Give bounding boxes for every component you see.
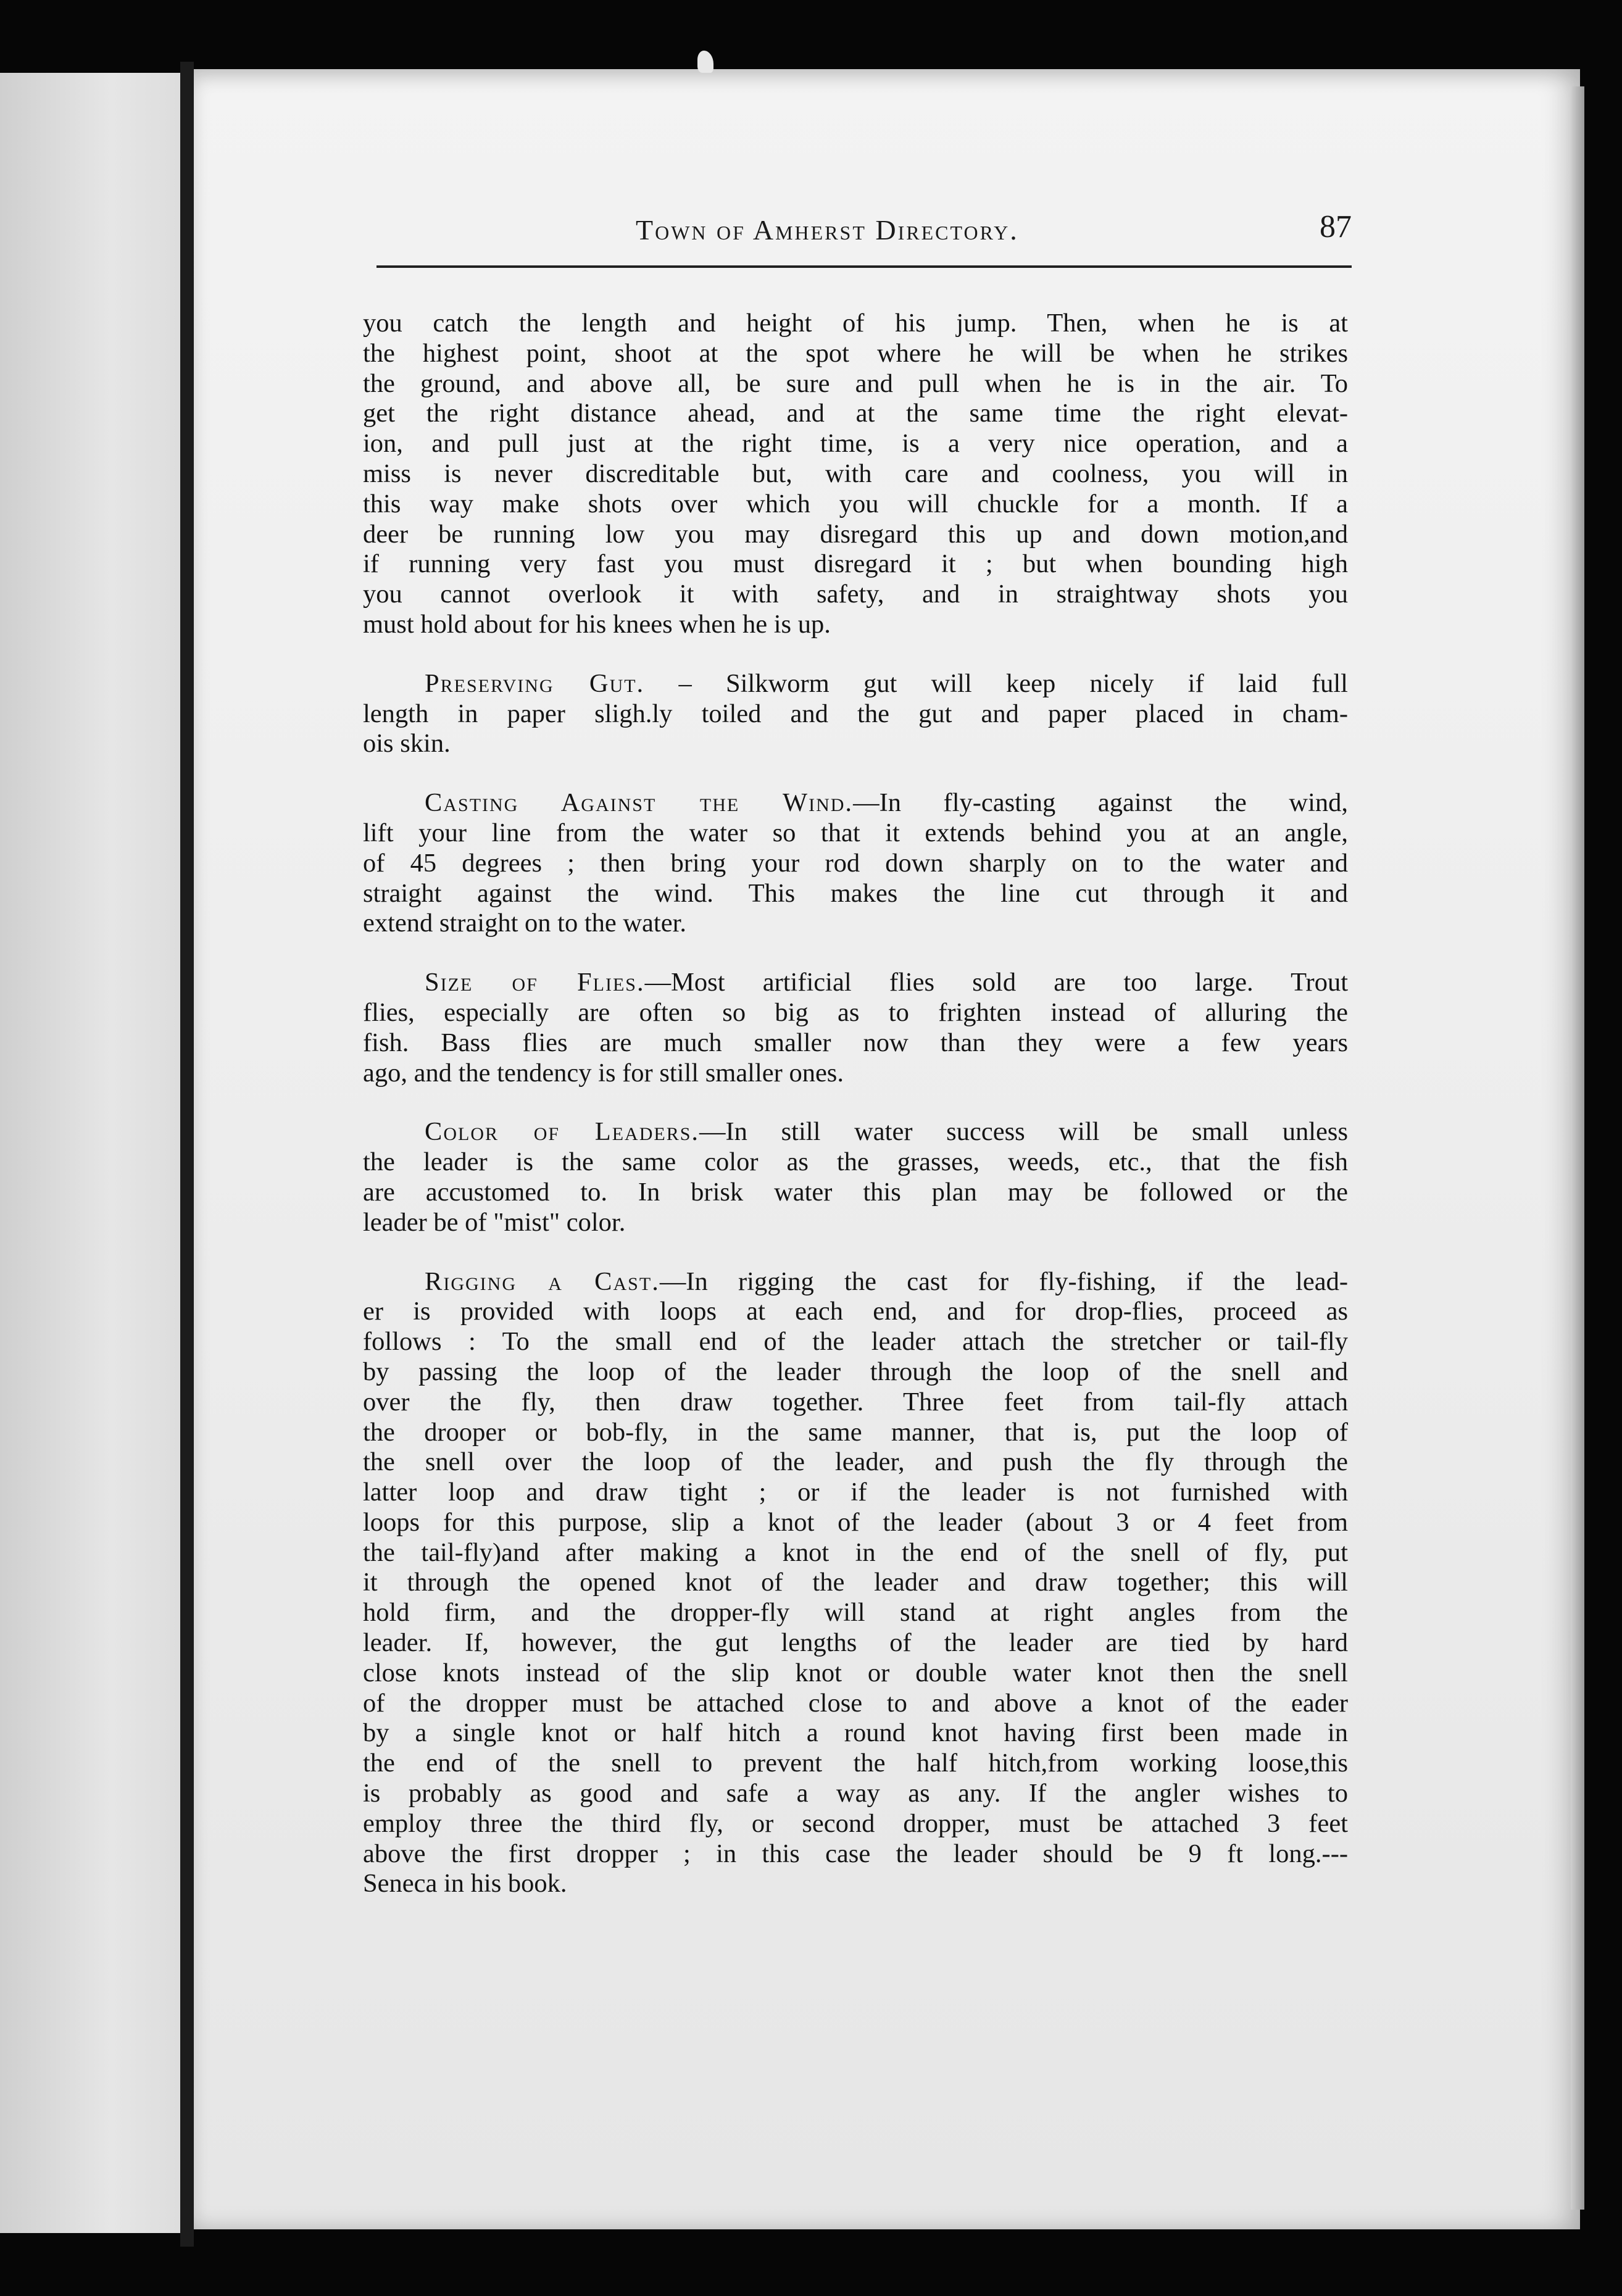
- text-line: miss is never discreditable but, with care and coolness, you will in: [363, 459, 1348, 488]
- text-line: latter loop and draw tight ; or if the leader is not furnished with: [363, 1478, 1348, 1507]
- text-line: ois skin.: [363, 729, 451, 759]
- scan-artifact: [697, 51, 713, 73]
- running-title: Town of Amherst Directory.: [636, 214, 1019, 246]
- text-line: Seneca in his book.: [363, 1869, 567, 1899]
- text-line: leader. If, however, the gut lengths of the leader are tied by hard: [363, 1628, 1348, 1658]
- text-line: by passing the loop of the leader through the loop of the snell and: [363, 1357, 1348, 1386]
- text-line: if running very fast you must disregard it ; but when bounding high: [363, 549, 1348, 579]
- text-line: er is provided with loops at each end, and for drop-flies, proceed as: [363, 1297, 1348, 1326]
- text-line: you cannot overlook it with safety, and in straightway shots you: [363, 580, 1348, 609]
- page-number: 87: [1320, 209, 1352, 244]
- header-rule: [376, 265, 1352, 268]
- text-line: follows : To the small end of the leader attach the stretcher or tail-fly: [363, 1327, 1348, 1357]
- paragraph-preserving-gut: [363, 669, 1348, 759]
- text-run: —Most artificial flies sold are too large. Trout: [644, 968, 1349, 997]
- paragraph-size-of-flies: [363, 968, 1348, 1088]
- text-line: employ three the third fly, or second dropper, must be attached 3 feet: [363, 1808, 1348, 1838]
- text-line: [363, 1117, 1348, 1147]
- paragraph-casting-against-wind: [363, 788, 1348, 939]
- body-text: [363, 309, 1348, 1899]
- text-line: hold firm, and the dropper-fly will stand at right angles from the: [363, 1598, 1348, 1628]
- text-line: it through the opened knot of the leader and draw together; this will: [363, 1568, 1348, 1597]
- text-line: [363, 788, 1348, 818]
- text-line: must hold about for his knees when he is up.: [363, 609, 831, 639]
- text-line: straight against the wind. This makes the line cut through it and: [363, 878, 1348, 908]
- paragraph-deer-shooting: [363, 309, 1348, 640]
- text-line: is probably as good and safe a way as any. If the angler wishes to: [363, 1779, 1348, 1808]
- text-line: flies, especially are often so big as to frighten instead of alluring the: [363, 997, 1348, 1027]
- text-line: you catch the length and height of his jump. Then, when he is at: [363, 309, 1348, 338]
- text-line: extend straight on to the water.: [363, 909, 687, 938]
- paragraph-rigging-a-cast: [363, 1267, 1348, 1900]
- section-heading: Casting Against the Wind.: [425, 788, 854, 818]
- section-heading: Color of Leaders.: [425, 1117, 700, 1147]
- facing-page-edge: [0, 73, 185, 2233]
- text-run: —In fly-casting against the wind,: [853, 788, 1348, 818]
- text-line: length in paper sligh.ly toiled and the gut and paper placed in cham-: [363, 699, 1348, 728]
- text-line: the tail-fly)and after making a knot in the end of the snell of fly, put: [363, 1537, 1348, 1567]
- text-line: ion, and pull just at the right time, is a very nice operation, and a: [363, 429, 1348, 459]
- text-line: this way make shots over which you will chuckle for a month. If a: [363, 489, 1348, 518]
- text-line: over the fly, then draw together. Three feet from tail-fly attach: [363, 1387, 1348, 1416]
- text-run: – Silkworm gut will keep nicely if laid full: [644, 668, 1348, 698]
- running-header: [376, 209, 1352, 264]
- text-line: leader be of "mist" color.: [363, 1207, 626, 1237]
- section-heading: Rigging a Cast.: [425, 1267, 660, 1296]
- text-line: the end of the snell to prevent the half hitch,from working loose,this: [363, 1749, 1348, 1778]
- text-line: the ground, and above all, be sure and pull when he is in the air. To: [363, 368, 1348, 398]
- text-line: the snell over the loop of the leader, and push the fly through the: [363, 1447, 1348, 1477]
- text-line: by a single knot or half hitch a round knot having first been made in: [363, 1718, 1348, 1748]
- text-line: above the first dropper ; in this case the leader should be 9 ft long.---: [363, 1839, 1348, 1868]
- text-run: —In still water success will be small unless: [699, 1117, 1348, 1147]
- text-line: the leader is the same color as the grasses, weeds, etc., that the fish: [363, 1147, 1348, 1177]
- text-line: [363, 669, 1348, 699]
- text-line: the highest point, shoot at the spot where he will be when he strikes: [363, 338, 1348, 368]
- text-line: [363, 968, 1348, 998]
- text-line: of 45 degrees ; then bring your rod down sharply on to the water and: [363, 848, 1348, 878]
- text-line: the drooper or bob-fly, in the same manner, that is, put the loop of: [363, 1417, 1348, 1447]
- page-edge-shadow: [1571, 86, 1584, 2210]
- text-line: get the right distance ahead, and at the same time the right elevat-: [363, 399, 1348, 428]
- text-line: fish. Bass flies are much smaller now than they were a few years: [363, 1028, 1348, 1057]
- paragraph-color-of-leaders: [363, 1117, 1348, 1237]
- text-line: close knots instead of the slip knot or double water knot then the snell: [363, 1658, 1348, 1687]
- section-heading: Preserving Gut.: [425, 668, 645, 698]
- text-line: of the dropper must be attached close to and above a knot of the eader: [363, 1688, 1348, 1718]
- book-gutter: [180, 62, 194, 2247]
- text-line: loops for this purpose, slip a knot of the leader (about 3 or 4 feet from: [363, 1507, 1348, 1537]
- text-line: ago, and the tendency is for still smaller ones.: [363, 1058, 844, 1088]
- text-run: —In rigging the cast for fly-fishing, if the lead-: [659, 1267, 1348, 1296]
- text-line: lift your line from the water so that it extends behind you at an angle,: [363, 818, 1348, 847]
- section-heading: Size of Flies.: [425, 968, 645, 997]
- text-line: are accustomed to. In brisk water this plan may be followed or the: [363, 1177, 1348, 1207]
- text-line: deer be running low you may disregard this up and down motion,and: [363, 519, 1348, 549]
- text-line: [363, 1267, 1348, 1297]
